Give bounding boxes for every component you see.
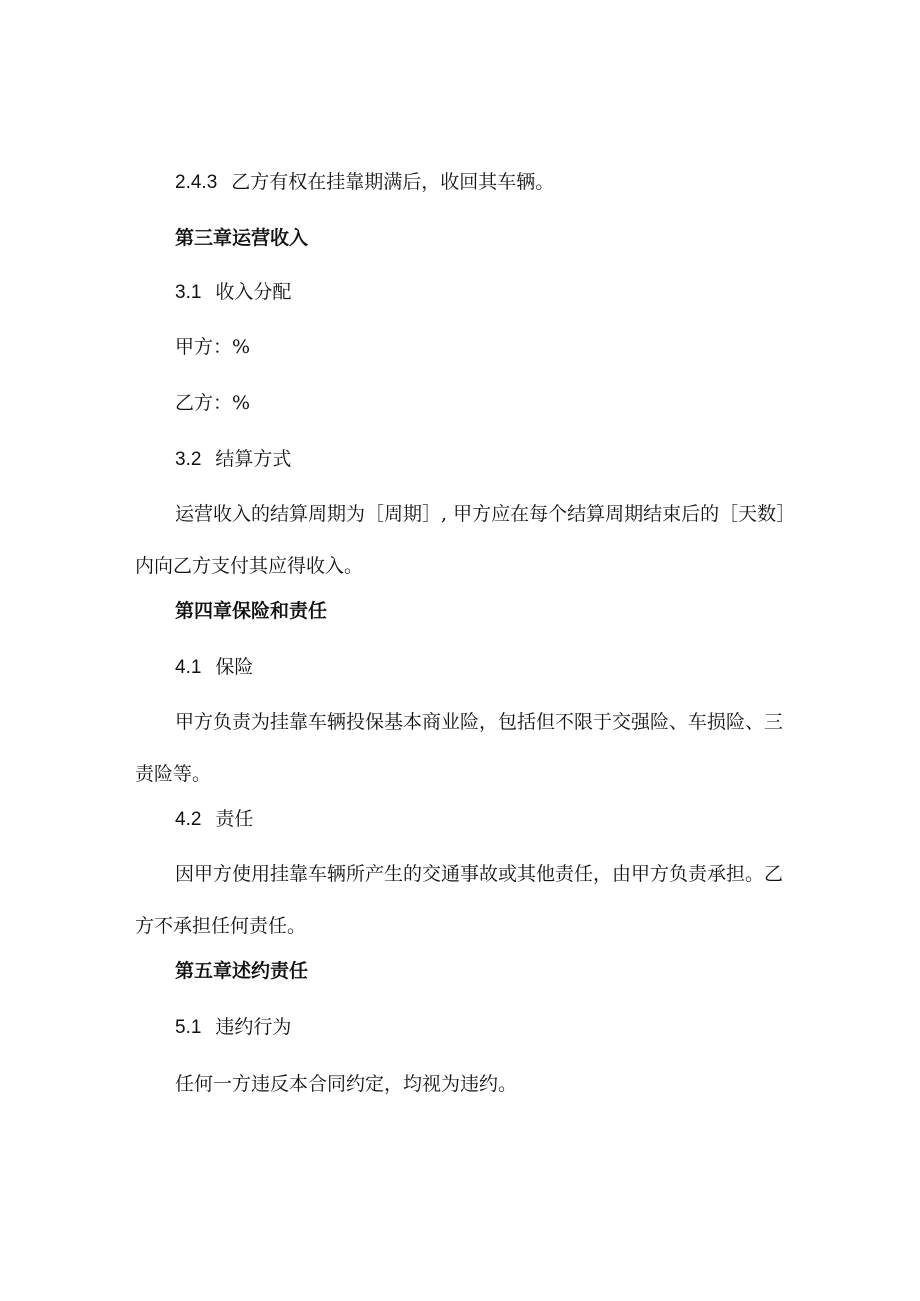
section-5-1 (175, 1015, 291, 1040)
section-4-1 (175, 655, 253, 680)
section-3-1 (175, 280, 291, 305)
clause-2-4-3 (175, 170, 554, 195)
chapter-5-heading: 第五章述约责任 (175, 960, 309, 982)
party-a-share: 甲方：% (175, 336, 251, 358)
section-number: 4.1 (175, 657, 202, 678)
paragraph-4-2: 因甲方使用挂靠车辆所产生的交通事故或其他责任，由甲方负责承担。乙方不承担任何责任。 (135, 863, 784, 937)
chapter-4-heading: 第四章保险和责任 (175, 600, 328, 622)
section-4-2 (175, 807, 253, 832)
section-number: 3.2 (175, 449, 202, 470)
section-title: 违约行为 (215, 1016, 292, 1038)
paragraph-3-2: 运营收入的结算周期为［周期］, 甲方应在每个结算周期结束后的［天数］内向乙方支付其应得收入。 (135, 503, 786, 577)
paragraph-4-1: 甲方负责为挂靠车辆投保基本商业险，包括但不限于交强险、车损险、三责险等。 (135, 711, 784, 785)
section-number: 3.1 (175, 282, 202, 303)
paragraph-5-1: 任何一方违反本合同约定，均视为违约。 (175, 1073, 518, 1095)
section-title: 收入分配 (215, 281, 292, 303)
section-title: 保险 (215, 656, 254, 678)
party-b-share: 乙方：% (175, 392, 251, 414)
section-number: 4.2 (175, 809, 202, 830)
section-title: 结算方式 (215, 448, 292, 470)
clause-number: 2.4.3 (175, 172, 218, 193)
clause-text: 乙方有权在挂靠期满后，收回其车辆。 (231, 171, 555, 193)
section-title: 责任 (215, 808, 254, 830)
section-number: 5.1 (175, 1017, 202, 1038)
chapter-3-heading: 第三章运营收入 (175, 227, 309, 249)
section-3-2 (175, 447, 291, 472)
